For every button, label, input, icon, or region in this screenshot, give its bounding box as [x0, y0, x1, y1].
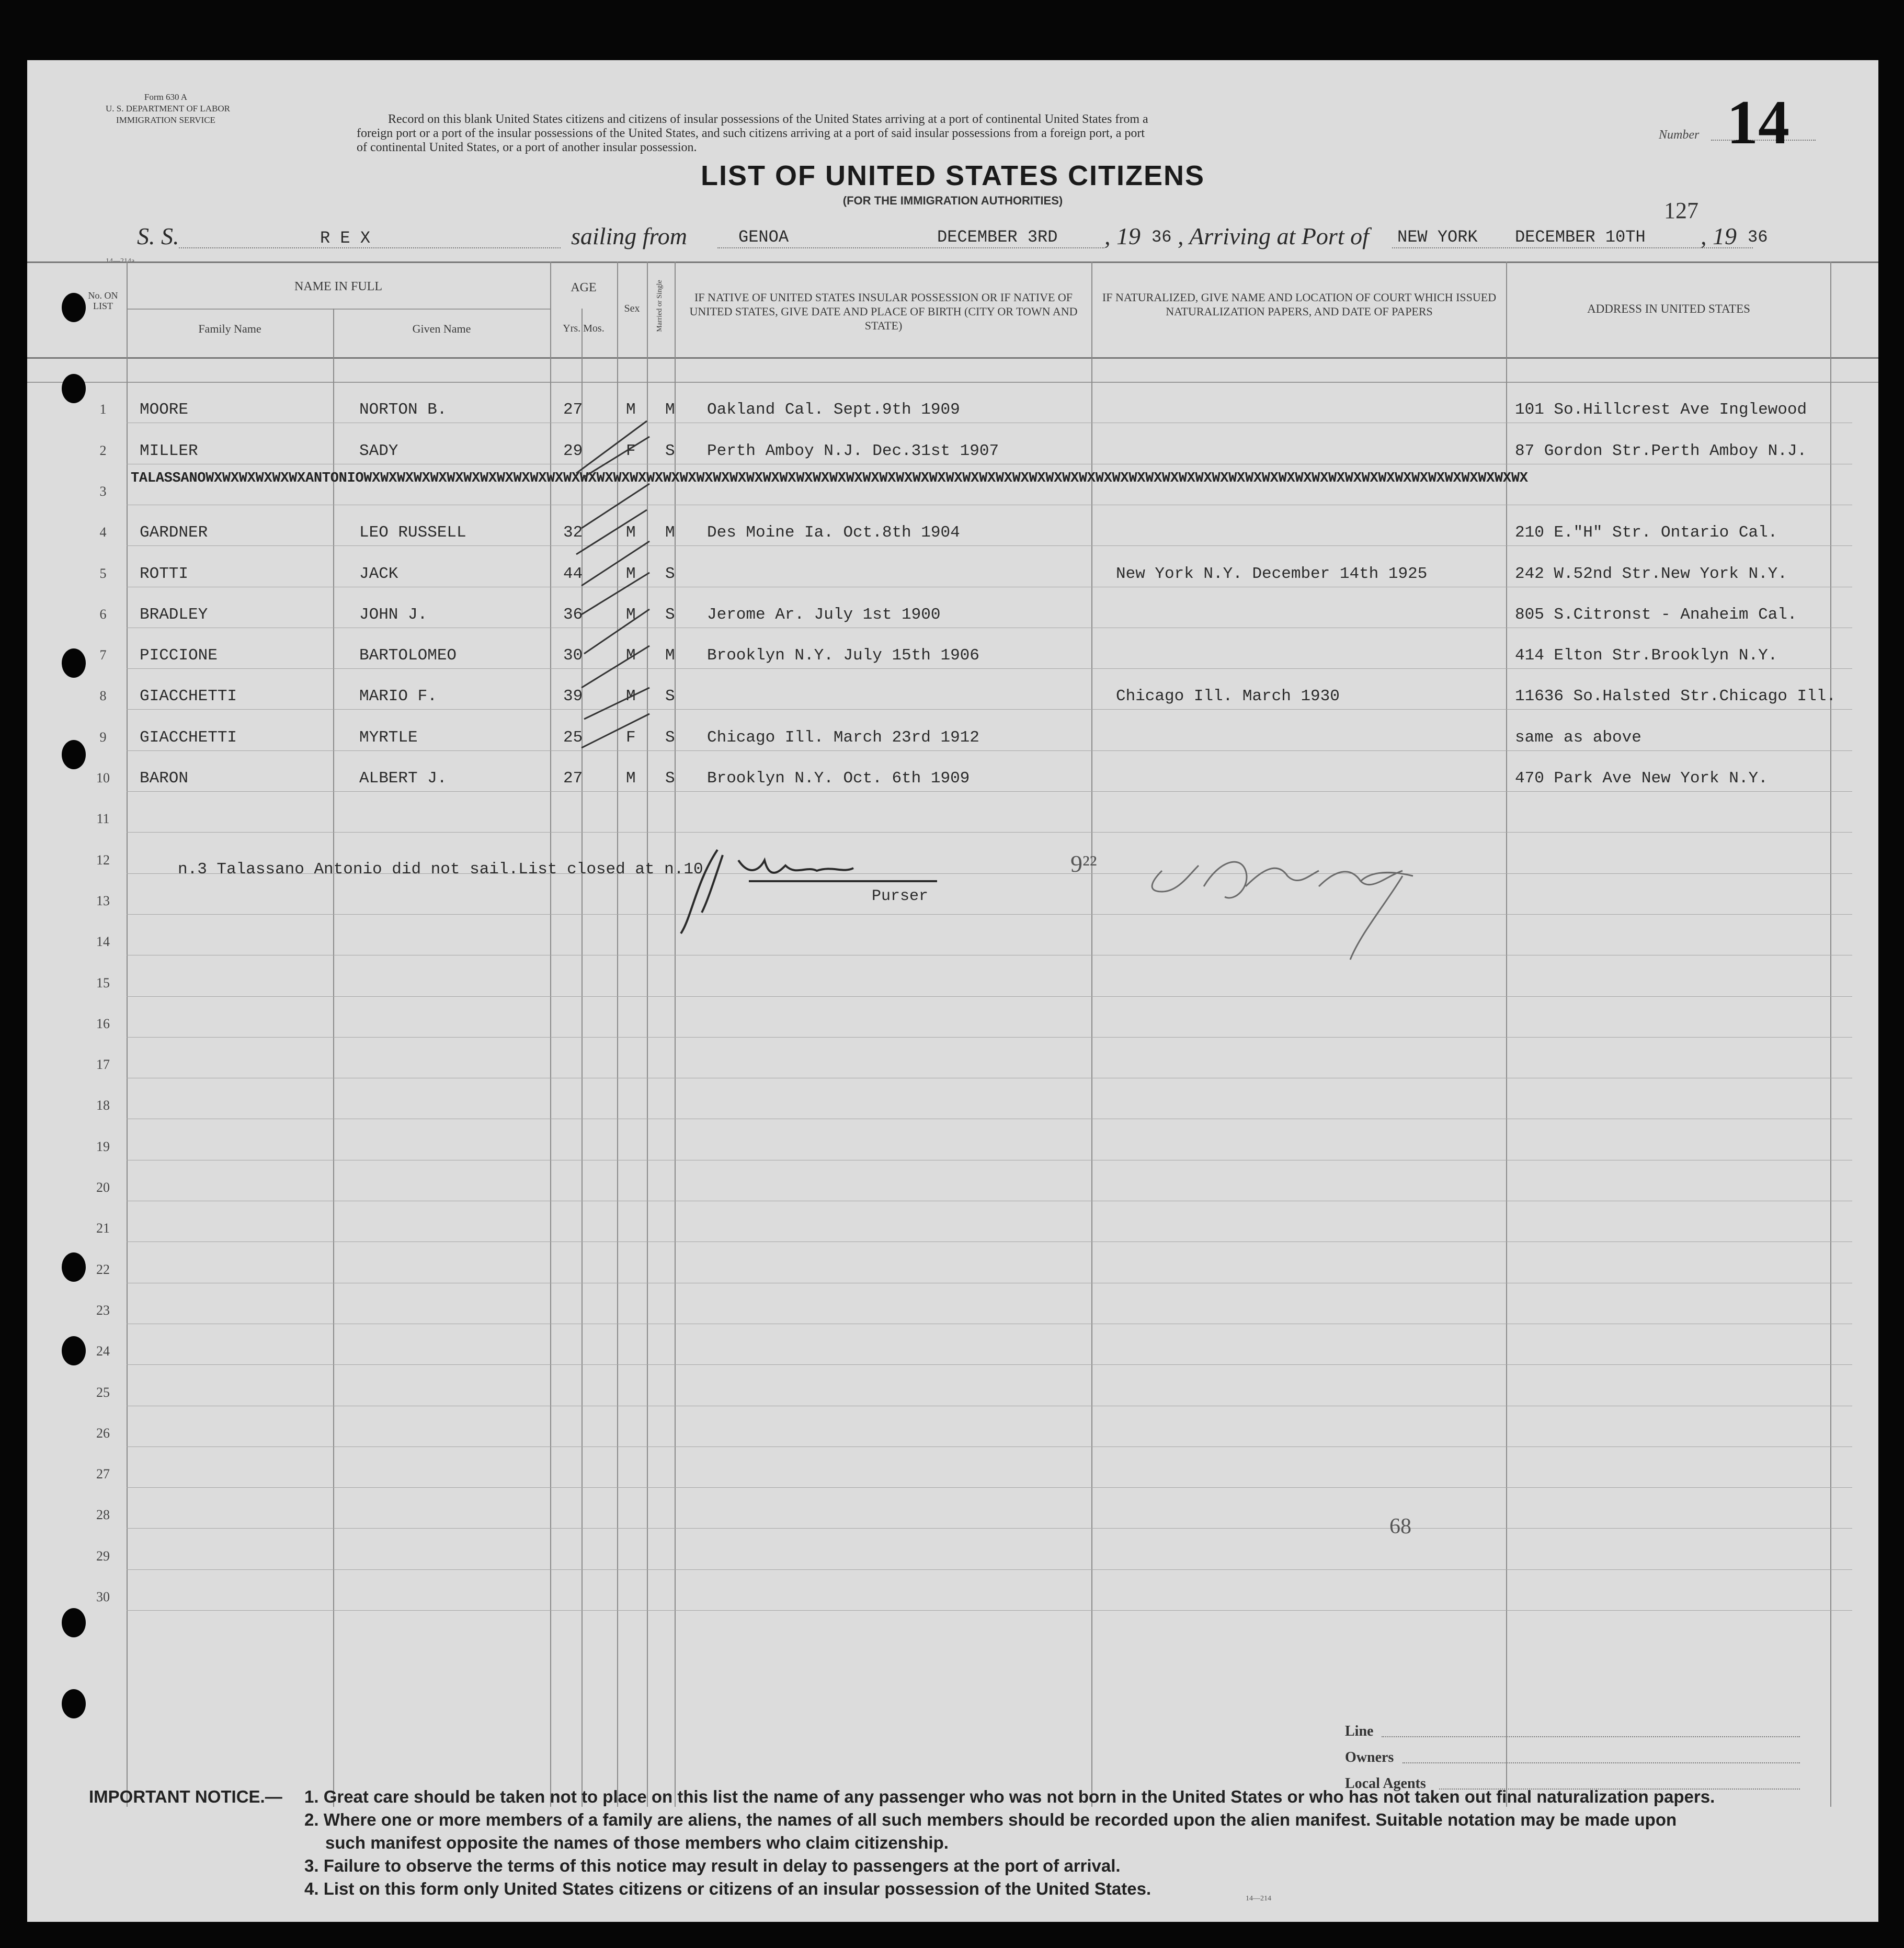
purser-label: Purser: [872, 887, 929, 905]
department: U. S. DEPARTMENT OF LABOR: [106, 104, 230, 113]
header-married-single: Married or Single: [656, 280, 664, 332]
row-number: 9: [99, 729, 107, 745]
row-2-age: 29: [563, 441, 583, 460]
row-1-given: NORTON B.: [359, 401, 447, 419]
row-rule: [127, 1528, 1852, 1529]
row-number: 14: [96, 934, 110, 950]
form-sheet: [27, 60, 1878, 1922]
header-second-border: [27, 382, 1878, 383]
row-rule: [127, 709, 1852, 710]
row-10-age: 27: [563, 769, 583, 788]
punch-hole: [62, 1608, 86, 1637]
row-6-given: JOHN J.: [359, 605, 428, 624]
row-rule: [127, 1569, 1852, 1570]
row-number: 4: [99, 525, 107, 540]
punch-hole: [62, 740, 86, 769]
row-8-addr: 11636 So.Halsted Str.Chicago Ill.: [1515, 687, 1836, 706]
row-rule: [127, 1446, 1852, 1447]
notice-code: 14—214: [1246, 1895, 1271, 1903]
header-address: ADDRESS IN UNITED STATES: [1587, 302, 1750, 315]
from-port: GENOA: [738, 227, 789, 247]
row-8-family: GIACCHETTI: [140, 687, 237, 706]
row-7-ms: M: [665, 646, 675, 665]
col-line-married: [675, 261, 676, 1807]
row-10-ms: S: [665, 769, 675, 788]
row-2-birth: Perth Amboy N.J. Dec.31st 1907: [707, 441, 999, 460]
notice-heading: IMPORTANT NOTICE.—: [89, 1787, 282, 1806]
punch-hole: [62, 1689, 86, 1718]
row-4-given: LEO RUSSELL: [359, 523, 466, 542]
header-yrs-mos: Yrs. Mos.: [563, 323, 605, 334]
punch-hole: [62, 1336, 86, 1365]
header-age: AGE: [571, 281, 597, 294]
notice-item-2: 2. Where one or more members of a family are aliens, the names of all such members should be recorded upon the alien manifest. Suitable notation may be made upon: [304, 1810, 1677, 1829]
col-line-birth: [1091, 261, 1092, 1807]
row-number: 21: [96, 1221, 110, 1236]
row-7-age: 30: [563, 646, 583, 665]
row-7-family: PICCIONE: [140, 646, 218, 665]
col-line-naturalized: [1506, 261, 1507, 1807]
row-5-sex: M: [626, 564, 636, 583]
arriving-label: , Arriving at Port of: [1178, 223, 1369, 249]
page-subtitle: (FOR THE IMMIGRATION AUTHORITIES): [842, 194, 1063, 207]
row-10-birth: Brooklyn N.Y. Oct. 6th 1909: [707, 769, 970, 788]
row-number: 24: [96, 1343, 110, 1359]
row-rule: [127, 750, 1852, 751]
row-8-nat: Chicago Ill. March 1930: [1116, 687, 1340, 706]
row-number: 29: [96, 1548, 110, 1564]
row-number: 2: [99, 442, 107, 458]
row-number: 12: [96, 852, 110, 868]
row-rule: [127, 832, 1852, 833]
row-4-birth: Des Moine Ia. Oct.8th 1904: [707, 523, 960, 542]
inspector-signature: [1141, 839, 1465, 975]
row-rule: [127, 1241, 1852, 1242]
row-9-addr: same as above: [1515, 728, 1641, 747]
row-6-age: 36: [563, 605, 583, 624]
row-number: 17: [96, 1057, 110, 1073]
to-port: NEW YORK: [1397, 227, 1478, 247]
row-4-age: 32: [563, 523, 583, 542]
row-6-birth: Jerome Ar. July 1st 1900: [707, 605, 941, 624]
row-1-addr: 101 So.Hillcrest Ave Inglewood: [1515, 401, 1807, 419]
row-10-addr: 470 Park Ave New York N.Y.: [1515, 769, 1768, 788]
footer-owners-underline: [1403, 1762, 1800, 1763]
row-5-ms: S: [665, 564, 675, 583]
instruction-line-2: foreign port or a port of the insular possessions of the United States, and such citizens arriving at a port of said insular possessions from a foreign port, a port: [357, 127, 1145, 140]
number-label: Number: [1659, 128, 1700, 142]
row-5-given: JACK: [359, 564, 398, 583]
row-6-family: BRADLEY: [140, 605, 208, 624]
depart-year: 36: [1151, 227, 1172, 247]
form-id: Form 630 A: [144, 92, 188, 102]
row-rule: [127, 668, 1852, 669]
depart-date: DECEMBER 3RD: [937, 227, 1058, 247]
row-9-age: 25: [563, 728, 583, 747]
row-number: 6: [99, 606, 107, 622]
punch-hole: [62, 648, 86, 678]
row-number: 10: [96, 770, 110, 785]
row-rule: [127, 1610, 1852, 1611]
notice-item-3: 3. Failure to observe the terms of this notice may result in delay to passengers at the port of arrival.: [304, 1856, 1121, 1875]
header-birth: IF NATIVE OF UNITED STATES INSULAR POSSESSION OR IF NATIVE OF UNITED STATES, GIVE DATE AND PLACE OF BIRTH (CITY OR TOWN AND STATE): [689, 291, 1078, 332]
row-6-ms: S: [665, 605, 675, 624]
col-line-family: [333, 309, 334, 1807]
col-line-no: [127, 261, 128, 1807]
instruction-line-1: Record on this blank United States citizens and citizens of insular possessions of the United States arriving at a port of continental United States from a: [388, 112, 1148, 126]
stamp-number: 68: [1389, 1514, 1411, 1539]
row-9-ms: S: [665, 728, 675, 747]
footer-owners-label: Owners: [1345, 1749, 1394, 1765]
row-number: 25: [96, 1384, 110, 1400]
row-number: 27: [96, 1466, 110, 1482]
row-2-given: SADY: [359, 441, 398, 460]
row-2-sex: F: [626, 441, 636, 460]
row-9-family: GIACCHETTI: [140, 728, 237, 747]
row-8-ms: S: [665, 687, 675, 706]
row-rule: [127, 1037, 1852, 1038]
row-1-age: 27: [563, 401, 583, 419]
check-strokes: [576, 421, 649, 748]
row-number: 7: [99, 647, 107, 663]
row-9-given: MYRTLE: [359, 728, 418, 747]
row-8-sex: M: [626, 687, 636, 706]
row-10-family: BARON: [140, 769, 189, 788]
depart-year-prefix: , 19: [1104, 223, 1141, 249]
arrive-date: DECEMBER 10TH: [1515, 227, 1646, 247]
col-line-address: [1830, 261, 1831, 1807]
instructions: [357, 112, 1148, 155]
row-5-family: ROTTI: [140, 564, 189, 583]
row-2-addr: 87 Gordon Str.Perth Amboy N.J.: [1515, 441, 1807, 460]
row-4-family: GARDNER: [140, 523, 208, 542]
row-rule: [127, 996, 1852, 997]
name-header-divider: [127, 309, 550, 310]
row-number: 1: [99, 402, 107, 417]
row-number: 23: [96, 1302, 110, 1318]
row-8-age: 39: [563, 687, 583, 706]
header-bottom-border: [27, 357, 1878, 359]
punch-hole: [62, 374, 86, 403]
punch-hole: [62, 1252, 86, 1282]
time-note: 9²²: [1070, 850, 1097, 877]
row-number: 28: [96, 1507, 110, 1523]
row-rule: [127, 1364, 1852, 1365]
row-rule: [127, 1487, 1852, 1488]
header-sex: Sex: [624, 303, 640, 314]
ship-name: R E X: [320, 229, 371, 248]
form-id-block: [106, 92, 230, 126]
row-6-addr: 805 S.Citronst - Anaheim Cal.: [1515, 605, 1797, 624]
row-1-family: MOORE: [140, 401, 189, 419]
footer-agents-label: Local Agents: [1345, 1775, 1426, 1792]
row-10-given: ALBERT J.: [359, 769, 447, 788]
row-2-family: MILLER: [140, 441, 198, 460]
header-given-name: Given Name: [412, 322, 471, 335]
row-number: 13: [96, 893, 110, 908]
closing-note: n.3 Talassano Antonio did not sail.List closed at n.10: [178, 860, 703, 879]
service: IMMIGRATION SERVICE: [116, 115, 215, 125]
row-9-birth: Chicago Ill. March 23rd 1912: [707, 728, 979, 747]
row-number: 30: [96, 1589, 110, 1604]
row-6-sex: M: [626, 605, 636, 624]
header-naturalized: IF NATURALIZED, GIVE NAME AND LOCATION OF COURT WHICH ISSUED NATURALIZATION PAPERS, AND DATE OF PAPERS: [1102, 291, 1497, 318]
notice-item-2-cont: such manifest opposite the names of those members who claim citizenship.: [325, 1833, 949, 1852]
arrive-year-prefix: , 19: [1701, 223, 1737, 249]
row-5-addr: 242 W.52nd Str.New York N.Y.: [1515, 564, 1787, 583]
purser-signature: [676, 839, 1000, 944]
cancelled-row-3: TALASSANOWXWXWXWXWXWXANTONIOWXWXWXWXWXWXWXWXWXWXWXWXWXWXWXWXWXWXWXWXWXWXWXWXWXWXWXWXWXWXWXWXWXWXWXWXWXWXWXWXWXWXWXWXWXWXWXWXWXWXWXWXWXWXWXWXWXWXWXWXWXWXWXWXWXWXWXWXWXWX: [131, 471, 1528, 486]
row-4-ms: M: [665, 523, 675, 542]
sailing-label: sailing from: [571, 223, 687, 249]
header-no: No. ON LIST: [88, 290, 118, 311]
footer-line-underline: [1382, 1736, 1800, 1737]
row-4-addr: 210 E."H" Str. Ontario Cal.: [1515, 523, 1778, 542]
form-number: 14: [1727, 87, 1789, 157]
age-check-marks: [571, 353, 665, 845]
instruction-line-3: of continental United States, or a port of another insular possession.: [357, 141, 697, 154]
table-top-border: [27, 261, 1878, 263]
row-7-sex: M: [626, 646, 636, 665]
row-number: 3: [99, 483, 107, 499]
row-8-given: MARIO F.: [359, 687, 437, 706]
to-underline: [1392, 247, 1753, 248]
row-number: 15: [96, 975, 110, 990]
row-number: 19: [96, 1138, 110, 1154]
row-number: 26: [96, 1425, 110, 1441]
row-number: 16: [96, 1016, 110, 1031]
row-10-sex: M: [626, 769, 636, 788]
row-1-ms: M: [665, 401, 675, 419]
row-number: 20: [96, 1180, 110, 1195]
ss-label: S. S.: [137, 223, 179, 249]
row-rule: [127, 791, 1852, 792]
row-5-nat: New York N.Y. December 14th 1925: [1116, 564, 1428, 583]
page-title: LIST OF UNITED STATES CITIZENS: [701, 160, 1205, 191]
row-7-addr: 414 Elton Str.Brooklyn N.Y.: [1515, 646, 1778, 665]
notice-item-4: 4. List on this form only United States citizens or citizens of an insular possession of the United States.: [304, 1879, 1151, 1898]
printer-note: 14—214a: [106, 257, 135, 265]
col-line-given: [550, 261, 551, 1807]
notice-item-1: 1. Great care should be taken not to place on this list the name of any passenger who was not born in the United States or who has not taken out final naturalization papers.: [304, 1787, 1715, 1806]
punch-hole: [62, 293, 86, 322]
arrive-handwritten-note: 127: [1664, 198, 1698, 223]
row-7-given: BARTOLOMEO: [359, 646, 457, 665]
row-number: 18: [96, 1098, 110, 1113]
header-name-in-full: NAME IN FULL: [294, 280, 382, 293]
row-number: 5: [99, 565, 107, 581]
header-family-name: Family Name: [198, 322, 261, 335]
row-number: 11: [96, 811, 110, 827]
row-number: 8: [99, 688, 107, 704]
arrive-year: 36: [1748, 227, 1768, 247]
row-1-sex: M: [626, 401, 636, 419]
row-rule: [127, 545, 1852, 546]
row-2-ms: S: [665, 441, 675, 460]
row-9-sex: F: [626, 728, 636, 747]
row-7-birth: Brooklyn N.Y. July 15th 1906: [707, 646, 979, 665]
row-1-birth: Oakland Cal. Sept.9th 1909: [707, 401, 960, 419]
row-number: 22: [96, 1261, 110, 1277]
footer-line-label: Line: [1345, 1723, 1374, 1739]
row-5-age: 44: [563, 564, 583, 583]
from-underline: [717, 247, 1104, 248]
row-4-sex: M: [626, 523, 636, 542]
